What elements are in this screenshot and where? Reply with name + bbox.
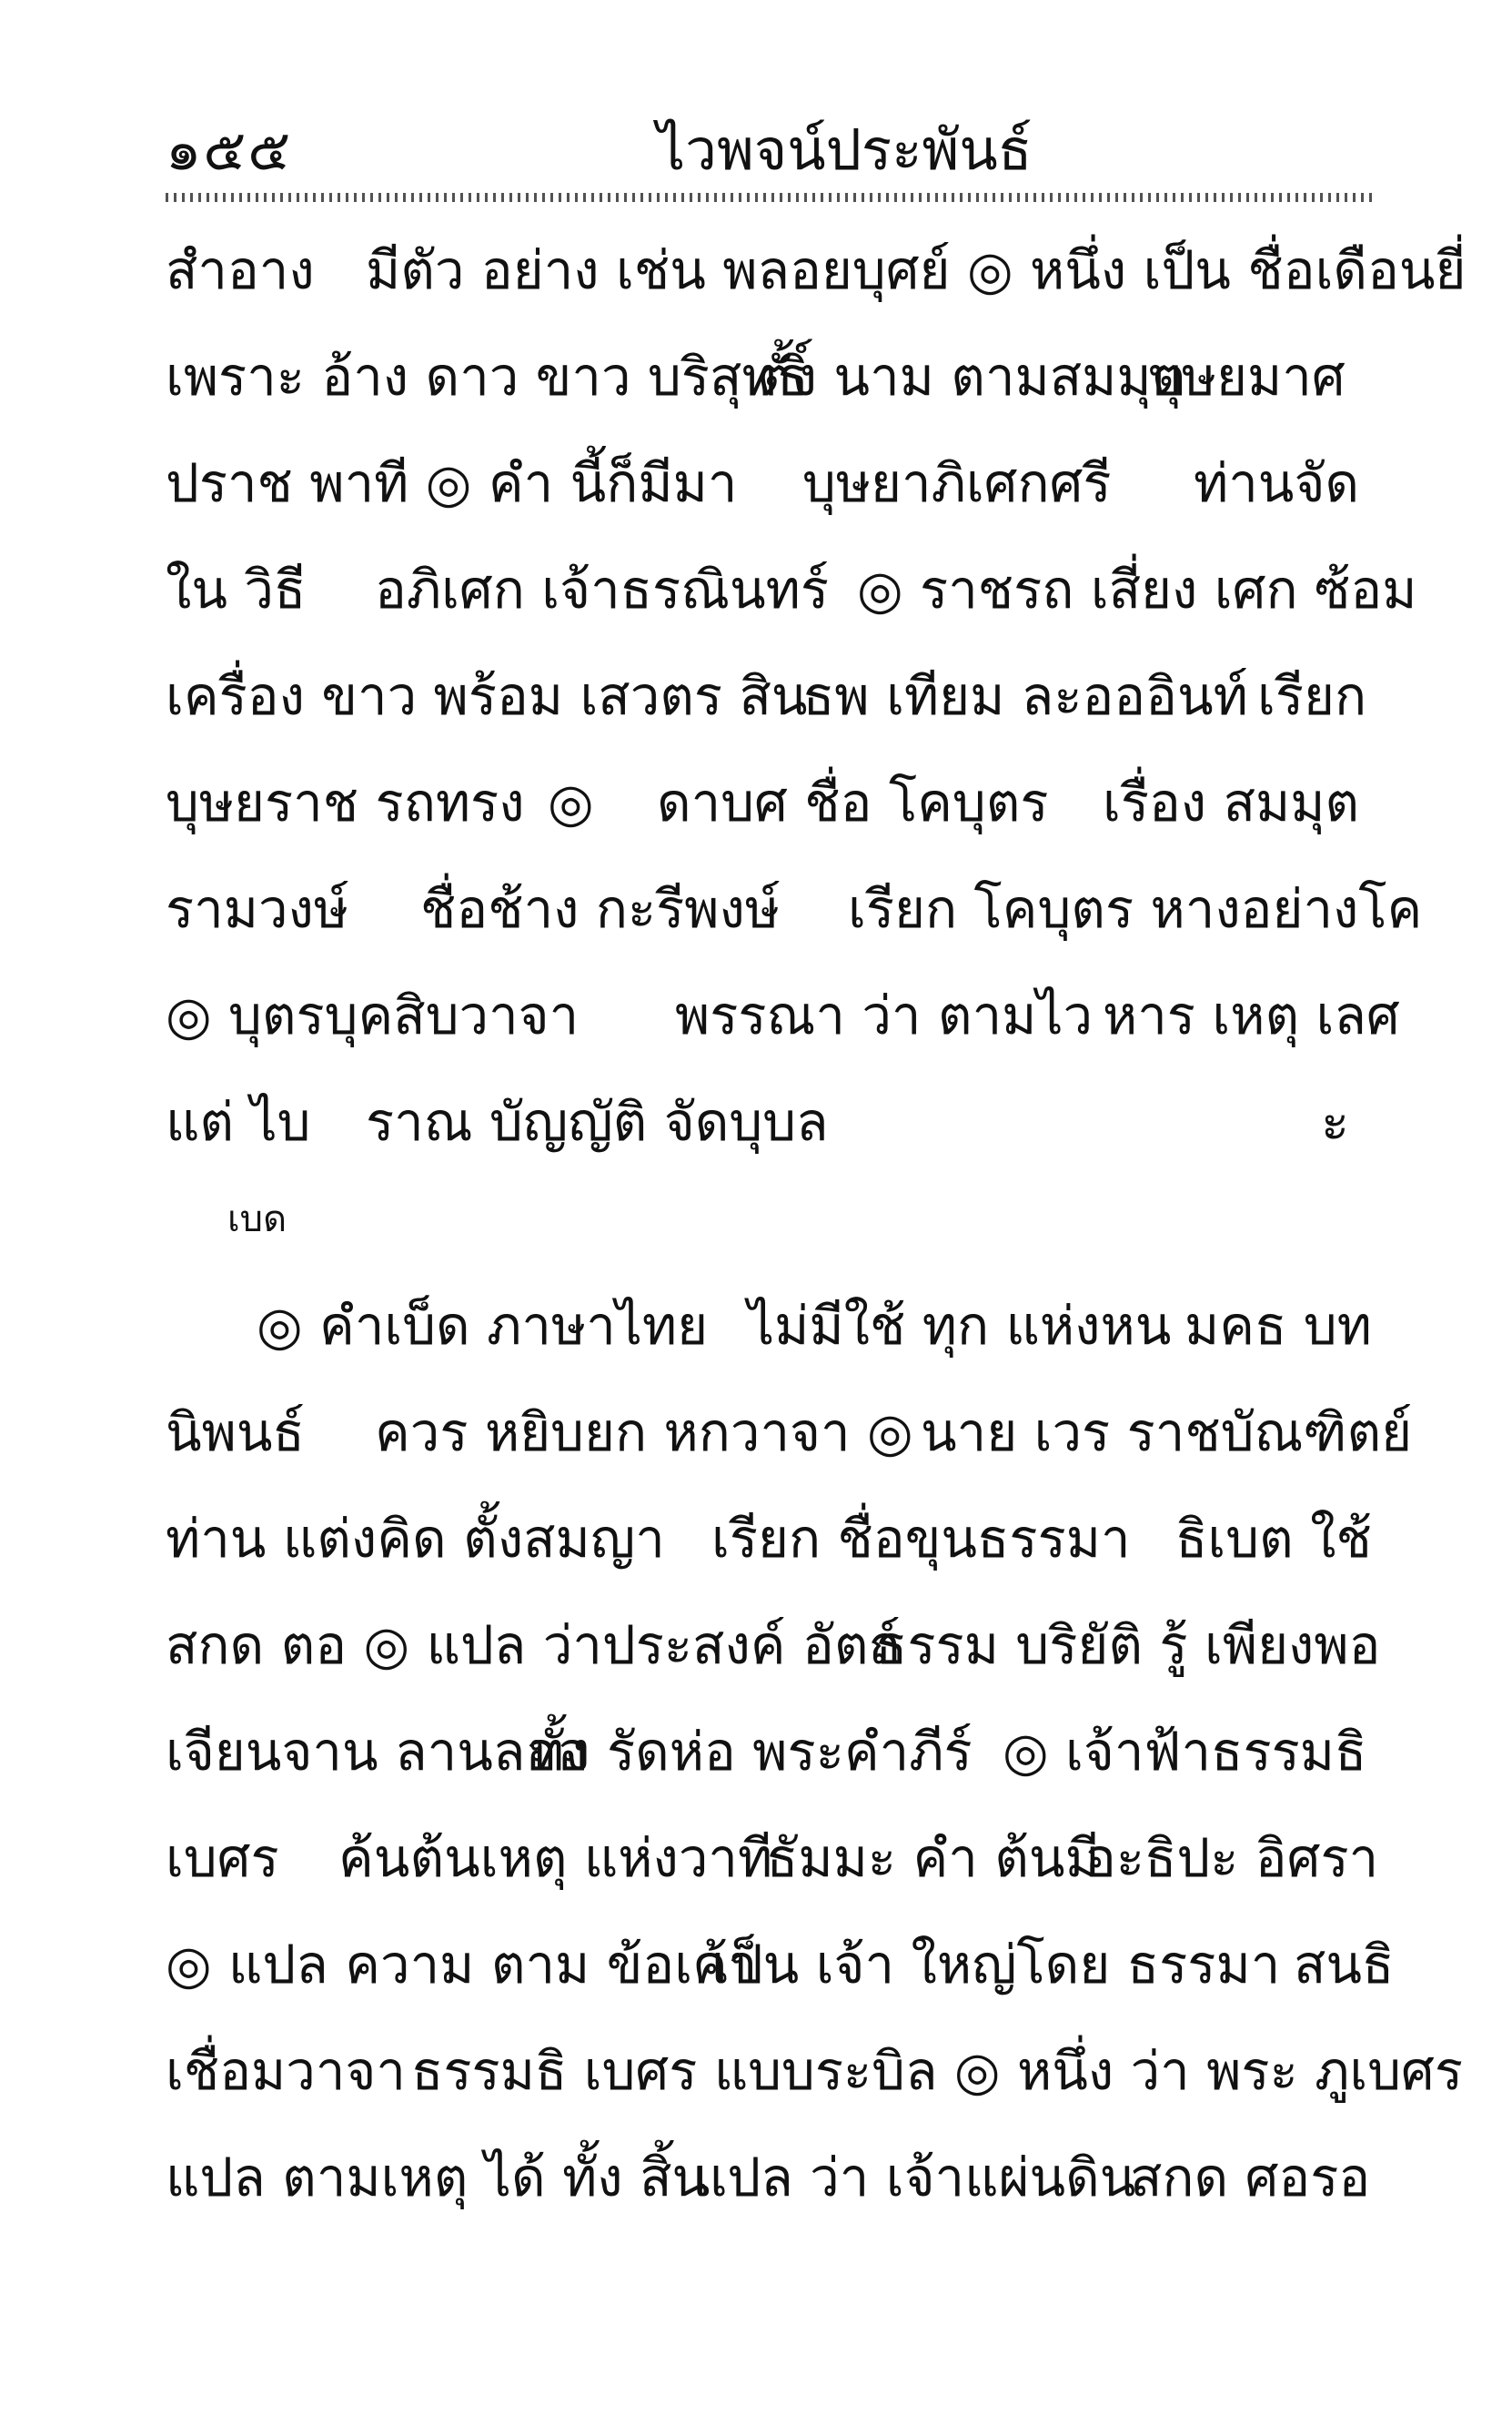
verse-line <box>166 1379 1413 1486</box>
verse-line <box>166 642 1376 750</box>
verse-segment: แปล ตามเหตุ ได้ ทั้ง สิ้น <box>166 2147 709 2208</box>
verse-segment: บุษยาภิเศกศรี <box>802 452 1112 514</box>
verse-segment: ธพ เทียม ละอออินท์ <box>802 665 1248 727</box>
verse-segment: ใน วิธี <box>166 559 307 621</box>
verse-segment: ราณ บัญญัติ จัดบุบล <box>366 1091 829 1153</box>
verse-line <box>166 217 1467 324</box>
verse-line <box>166 323 1376 430</box>
verse-segment: บุษยราช รถทรง <box>166 772 525 834</box>
verse-line <box>166 429 1376 537</box>
verse-line <box>166 1068 1376 1176</box>
verse-segment: ทั้ง รัดห่อ พระคำภีร์ <box>529 1721 973 1783</box>
verse-segment: เพราะ อ้าง ดาว ขาว บริสุทธิ์ <box>166 346 809 408</box>
page-header <box>166 109 1376 191</box>
verse-segment: ปราช พาที ◎ คำ นี้ก็มีมา <box>166 452 738 514</box>
verse-segment: เชื่อมวาจา <box>166 2040 406 2102</box>
verse-segment: ◎ ราชรถ เสี่ยง เศก ซ้อม <box>857 559 1417 621</box>
verse-segment: ควร หยิบยก หกวาจา ◎ <box>375 1401 913 1463</box>
verse-segment: สนธิ <box>1294 1934 1395 1995</box>
verse-segment: ตั้ง นาม ตามสมมุต <box>757 346 1186 408</box>
header-rule <box>166 193 1376 202</box>
verse-segment: แปล ว่า เจ้าแผ่นดิน <box>693 2147 1136 2208</box>
verse-line <box>166 855 1423 963</box>
verse-line <box>166 962 1400 1069</box>
verse-segment: ะ <box>1321 1091 1350 1153</box>
verse-segment: รามวงษ์ <box>166 878 349 940</box>
verse-line <box>166 1804 1379 1912</box>
marginal-note: เบด <box>227 1198 287 1240</box>
verse-line <box>166 2017 1464 2125</box>
verse-segment: ท่าน แต่งคิด ตั้งสมญา <box>166 1508 665 1570</box>
verse-line <box>166 536 1417 643</box>
verse-line <box>166 1698 1376 1805</box>
verse-segment: บุษยมาศ <box>1148 346 1346 408</box>
verse-segment: สำอาง <box>166 239 315 301</box>
verse-segment: ดาบศ ชื่อ โคบุตร <box>657 772 1049 834</box>
verse-segment: ◎ <box>548 772 594 834</box>
verse-segment: ท่านจัด <box>1194 452 1360 514</box>
running-title: ไวพจน์ประพันธ์ <box>657 116 1033 183</box>
verse-segment: สกด ศอรอ <box>1130 2147 1371 2208</box>
verse-segment: ◎ เจ้าฟ้าธรรมธิ <box>1003 1721 1367 1783</box>
verse-line <box>166 2124 1376 2231</box>
verse-segment: อะธิปะ อิศรา <box>1084 1827 1379 1889</box>
verse-segment: ธัมมะ คำ ต้นมี <box>766 1827 1100 1889</box>
verse-segment: ค้นต้นเหตุ แห่งวาที <box>338 1827 773 1889</box>
verse-segment: เครื่อง ขาว พร้อม เสวตร สิน <box>166 665 808 727</box>
verse-line <box>166 1911 1395 2018</box>
verse-segment: เรียก <box>1257 665 1367 727</box>
verse-segment: มคธ บท <box>1184 1295 1372 1357</box>
verse-segment: นาย เวร ราชบัณฑิตย์ <box>921 1401 1413 1463</box>
verse-segment: ◎ แปล ความ ตาม ข้อเค้า <box>166 1934 758 1995</box>
verse-segment: เจียนจาน ลานลออ <box>166 1721 590 1783</box>
verse-segment: ไม่มีใช้ ทุก แห่งหน <box>748 1295 1172 1357</box>
verse-line <box>166 1591 1381 1699</box>
verse-segment: สกด ตอ ◎ แปล ว่าประสงค์ อัตถ์ <box>166 1614 901 1676</box>
verse-line <box>166 1485 1376 1592</box>
verse-line <box>166 749 1376 856</box>
verse-segment: เรียก โคบุตร หางอย่างโค <box>848 878 1423 940</box>
verse-segment: แต่ ไบ <box>166 1091 311 1153</box>
verse-segment: เรื่อง สมมุต <box>1103 772 1360 834</box>
verse-segment: หาร เหตุ เลศ <box>1103 985 1400 1046</box>
verse-segment: ธิเบต ใช้ <box>1175 1508 1372 1570</box>
verse-segment: เบศร <box>166 1827 279 1889</box>
verse-segment: ◎ คำเบ็ด ภาษาไทย <box>257 1295 709 1357</box>
verse-segment: อภิเศก เจ้าธรณินทร์ <box>375 559 830 621</box>
verse-segment: พรรณา ว่า ตามไว <box>675 985 1094 1046</box>
page-number: ๑๕๕ <box>166 116 293 183</box>
verse-segment: เรียก ชื่อขุนธรรมา <box>711 1508 1131 1570</box>
verse-segment: ชื่อช้าง กะรีพงษ์ <box>420 878 781 940</box>
verse-line <box>166 1272 1376 1379</box>
verse-segment: มีตัว อย่าง เช่น พลอยบุศย์ ◎ หนึ่ง เป็น ชื่อเดือนยี่ <box>366 239 1467 301</box>
verse-segment: ◎ บุตรบุคสิบวาจา <box>166 985 580 1046</box>
verse-segment: เป็น เจ้า ใหญ่โดย ธรรมา <box>711 1934 1281 1995</box>
verse-segment: นิพนธ์ <box>166 1401 305 1463</box>
verse-segment: ธรรม บริยัติ รู้ เพียงพอ <box>875 1614 1381 1676</box>
verse-segment: ธรรมธิ เบศร แบบระบิล ◎ หนึ่ง ว่า พระ ภูเบศร <box>411 2040 1464 2102</box>
